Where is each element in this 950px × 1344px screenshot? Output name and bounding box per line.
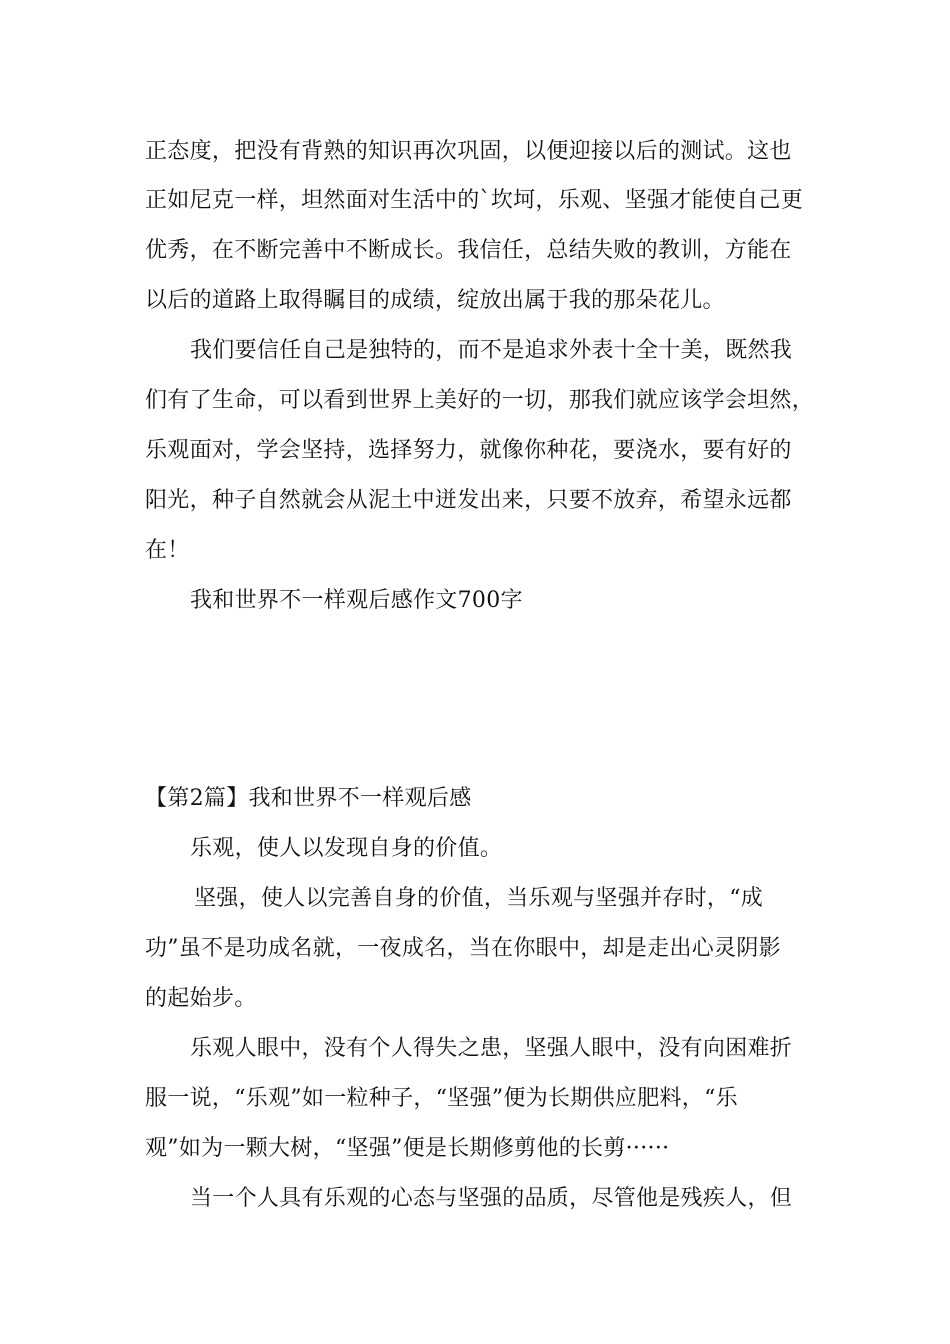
paragraph-line: 正如尼克一样，坦然面对生活中的`坎坷，乐观、坚强才能使自己更: [145, 188, 804, 213]
paragraph-line: 乐观，使人以发现自身的价值。: [190, 836, 503, 861]
paragraph-line: 乐观人眼中，没有个人得失之患，坚强人眼中，没有向困难折: [190, 1036, 793, 1061]
paragraph-line: 正态度，把没有背熟的知识再次巩固，以便迎接以后的测试。这也: [145, 139, 792, 164]
paragraph-line: 的起始步。: [145, 986, 257, 1011]
paragraph-line: 当一个人具有乐观的心态与坚强的品质，尽管他是残疾人，但: [190, 1186, 793, 1211]
subtitle-line: 我和世界不一样观后感作文700字: [190, 588, 523, 613]
paragraph-line: 们有了生命，可以看到世界上美好的一切，那我们就应该学会坦然，: [145, 388, 815, 413]
paragraph-line: 在！: [145, 538, 190, 563]
paragraph-line: 以后的道路上取得瞩目的成绩，绽放出属于我的那朵花儿。: [145, 288, 725, 313]
section-heading: 【第2篇】我和世界不一样观后感: [145, 786, 472, 811]
paragraph-line: 服一说，“乐观”如一粒种子，“坚强”便为长期供应肥料，“乐: [145, 1086, 738, 1111]
paragraph-line: 坚强，使人以完善自身的价值，当乐观与坚强并存时，“成: [194, 886, 764, 911]
paragraph-line: 我们要信任自己是独特的，而不是追求外表十全十美，既然我: [190, 338, 793, 363]
paragraph-line: 功”虽不是功成名就，一夜成名，当在你眼中，却是走出心灵阴影: [145, 936, 781, 961]
paragraph-line: 观”如为一颗大树，“坚强”便是长期修剪他的长剪······: [145, 1136, 670, 1161]
paragraph-line: 阳光，种子自然就会从泥土中迸发出来，只要不放弃，希望永远都: [145, 488, 792, 513]
paragraph-line: 乐观面对，学会坚持，选择努力，就像你种花，要浇水，要有好的: [145, 438, 792, 463]
paragraph-line: 优秀，在不断完善中不断成长。我信任，总结失败的教训，方能在: [145, 238, 792, 263]
